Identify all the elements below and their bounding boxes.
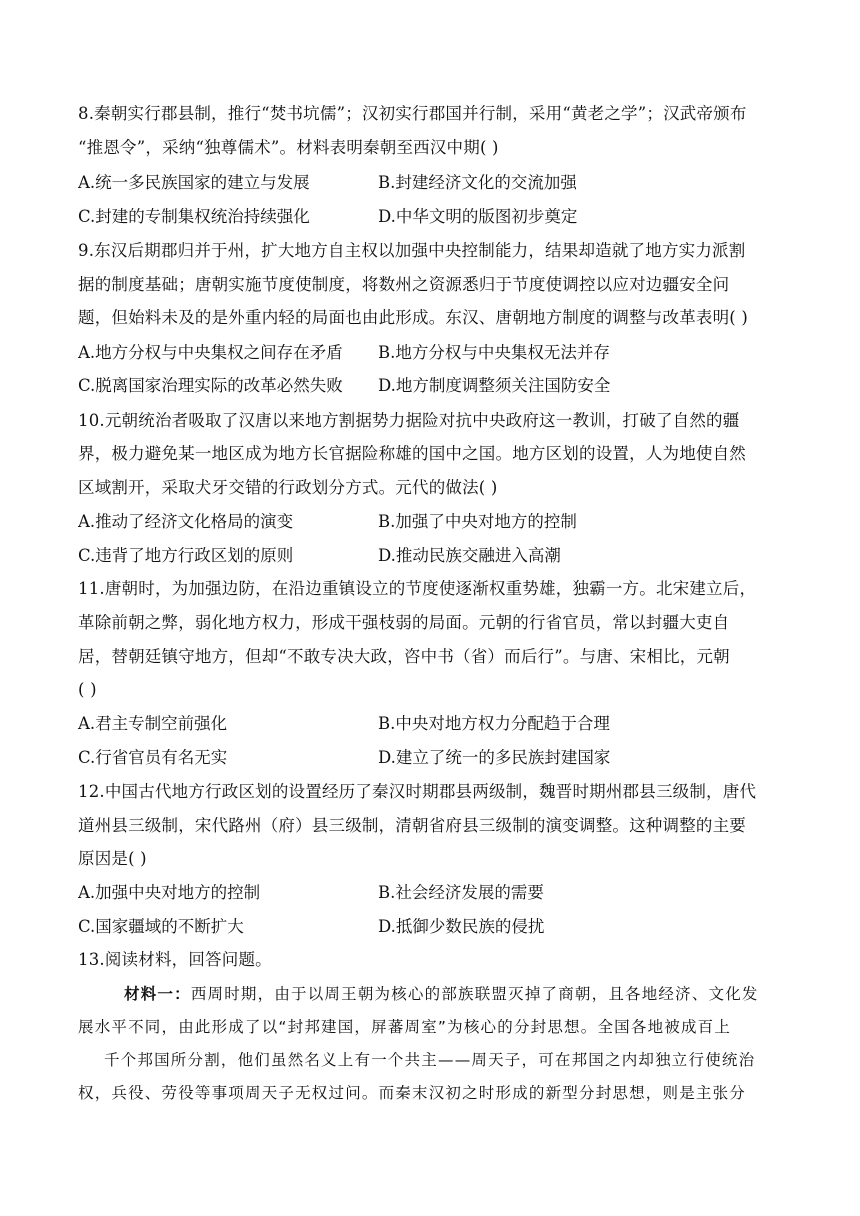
q11-option-b: B.中央对地方权力分配趋于合理 — [378, 714, 610, 733]
q8-option-b: B.封建经济文化的交流加强 — [378, 173, 577, 192]
q9-stem-line-2: 据的制度基础；唐朝实施节度使制度，将数州之资源悉归于节度使调控以应对边疆安全问 — [78, 275, 730, 294]
q12-stem-line-1: 12.中国古代地方行政区划的设置经历了秦汉时期郡县两级制，魏晋时期州郡县三级制，唐代 — [78, 782, 757, 801]
q8-stem-line-2: “推恩令”，采纳“独尊儒术”。材料表明秦朝至西汉中期( ) — [78, 138, 499, 157]
q12-stem-line-3: 原因是( ) — [78, 849, 147, 868]
q13-stem: 13.阅读材料，回答问题。 — [78, 950, 272, 969]
q12-option-b: B.社会经济发展的需要 — [378, 883, 544, 902]
q10-stem-line-1: 10.元朝统治者吸取了汉唐以来地方割据势力据险对抗中央政府这一教训，打破了自然的疆 — [78, 411, 740, 430]
q9-option-c: C.脱离国家治理实际的改革必然失败 — [78, 376, 343, 395]
q10-option-b: B.加强了中央对地方的控制 — [378, 512, 577, 531]
q11-stem-line-1: 11.唐朝时，为加强边防，在沿边重镇设立的节度使逐渐权重势雄，独霸一方。北宋建立后， — [78, 579, 757, 598]
q10-stem-line-2: 界，极力避免某一地区成为地方长官据险称雄的国中之国。地方区划的设置，人为地使自然 — [78, 444, 746, 463]
q10-option-c: C.违背了地方行政区划的原则 — [78, 546, 294, 565]
q11-stem-line-2: 革除前朝之弊，弱化地方权力，形成干强枝弱的局面。元朝的行省官员，常以封疆大吏自 — [78, 613, 730, 632]
q8-option-d: D.中华文明的版图初步奠定 — [378, 207, 578, 226]
q13-material-line-3: 千个邦国所分割，他们虽然名义上有一个共主——周天子，可在邦国之内却独立行使统治 — [104, 1051, 756, 1069]
q12-option-a: A.加强中央对地方的控制 — [78, 883, 261, 902]
q9-stem-line-1: 9.东汉后期郡归并于州，扩大地方自主权以加强中央控制能力，结果却造就了地方实力派割 — [78, 241, 746, 260]
q9-option-a: A.地方分权与中央集权之间存在矛盾 — [78, 343, 343, 362]
q11-option-a: A.君主专制空前强化 — [78, 714, 228, 733]
q8-option-a: A.统一多民族国家的建立与发展 — [78, 173, 310, 192]
q10-option-a: A.推动了经济文化格局的演变 — [78, 512, 294, 531]
q9-option-b: B.地方分权与中央集权无法并存 — [378, 343, 610, 362]
q10-stem-line-3: 区域割开，采取犬牙交错的行政划分方式。元代的做法( ) — [78, 478, 498, 497]
q11-stem-line-3: 居，替朝廷镇守地方，但却“不敢专决大政，咨中书（省）而后行”。与唐、宋相比，元朝 — [78, 647, 730, 666]
q13-material-line-2: 展水平不同，由此形成了以“封邦建国，屏蕃周室”为核心的分封思想。全国各地被成百上 — [78, 1018, 732, 1036]
material-label: 材料一： — [124, 985, 191, 1003]
q8-option-c: C.封建的专制集权统治持续强化 — [78, 207, 310, 226]
q8-stem-line-1: 8.秦朝实行郡县制，推行“焚书坑儒”；汉初实行郡国并行制，采用“黄老之学”；汉武帝颁布 — [78, 104, 747, 123]
q11-option-c: C.行省官员有名无实 — [78, 748, 228, 767]
material-text: 西周时期，由于以周王朝为核心的部族联盟灭掉了商朝，且各地经济、文化发 — [190, 985, 759, 1003]
q11-option-d: D.建立了统一的多民族封建国家 — [378, 748, 611, 767]
q12-option-d: D.抵御少数民族的侵扰 — [378, 917, 545, 936]
q12-stem-line-2: 道州县三级制，宋代路州（府）县三级制，清朝省府县三级制的演变调整。这种调整的主要 — [78, 816, 746, 835]
q9-stem-line-3: 题，但始料未及的是外重内轻的局面也由此形成。东汉、唐朝地方制度的调整与改革表明( ) — [78, 308, 749, 327]
q13-material-line-1 — [124, 983, 759, 1005]
q12-option-c: C.国家疆域的不断扩大 — [78, 917, 244, 936]
q10-option-d: D.推动民族交融进入高潮 — [378, 546, 561, 565]
q13-material-line-4: 权，兵役、劳役等事项周天子无权过问。而秦末汉初之时形成的新型分封思想，则是主张分 — [78, 1084, 747, 1102]
q11-stem-line-4: ( ) — [78, 680, 97, 699]
q9-option-d: D.地方制度调整须关注国防安全 — [378, 376, 611, 395]
